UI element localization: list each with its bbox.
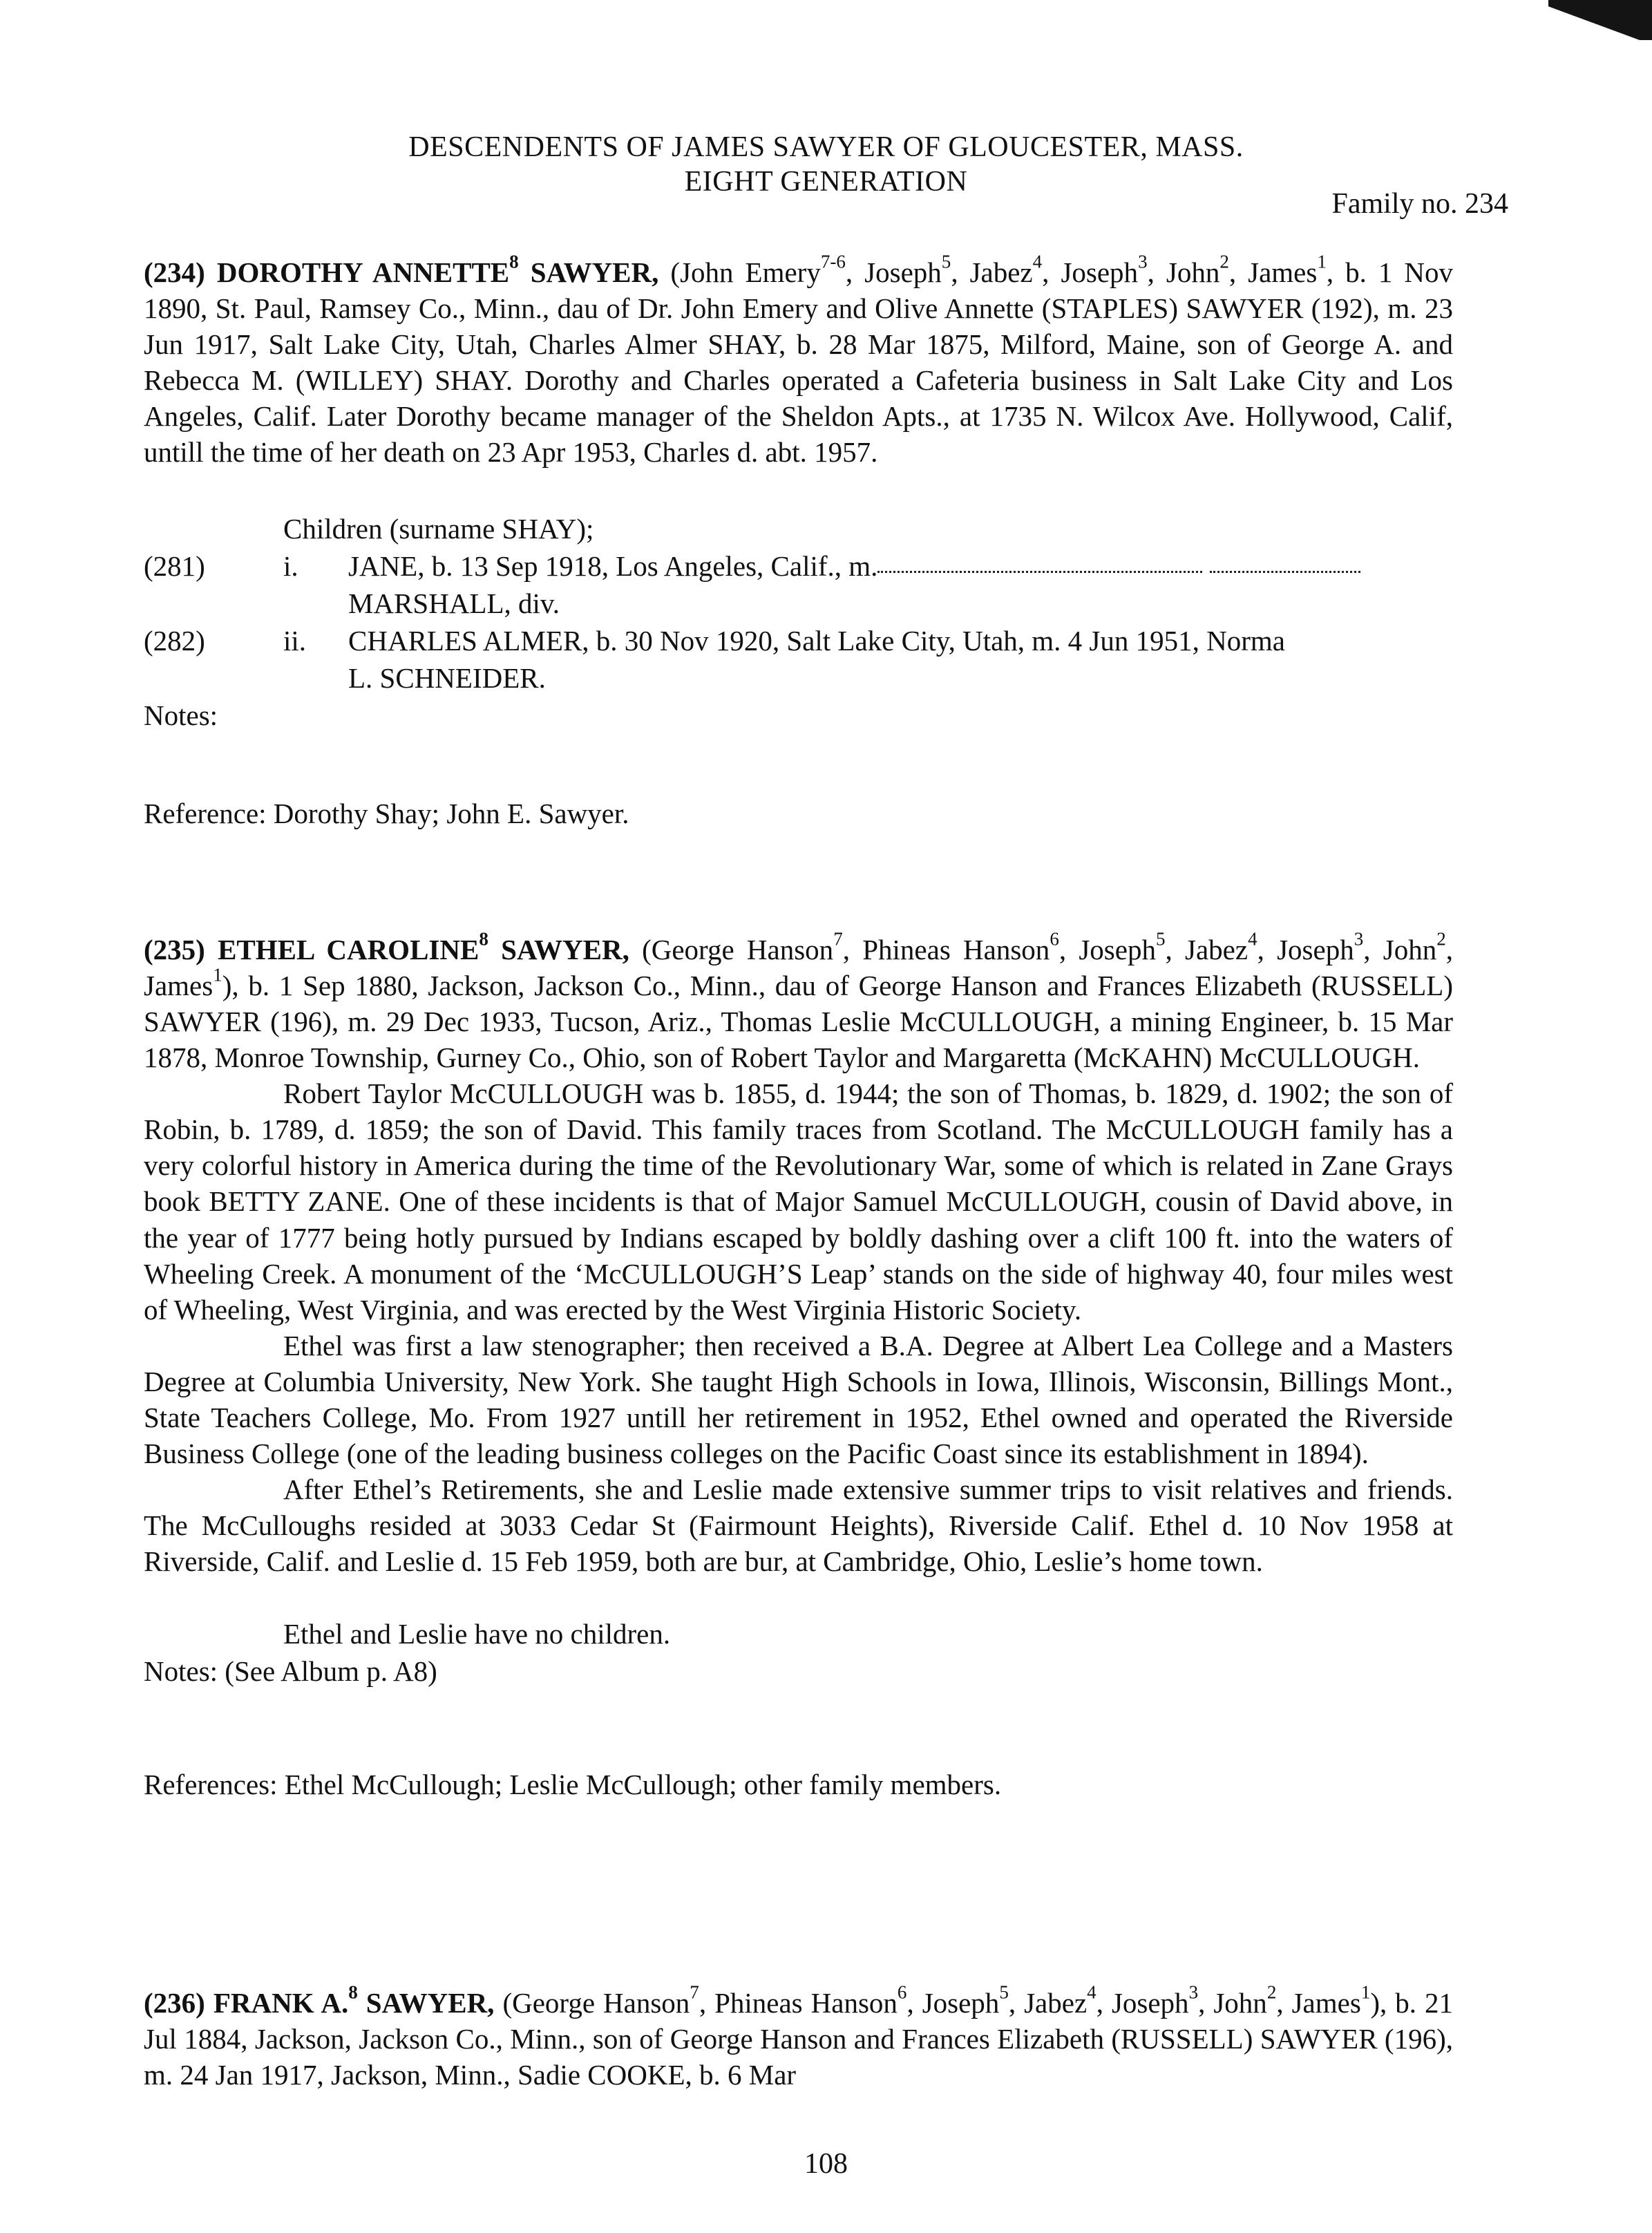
child-index: ii. [283,625,307,657]
lineage-gen: 1 [1317,251,1327,272]
entry-235-name: ETHEL CAROLINE [218,934,480,965]
lineage-gen: 1 [1360,1981,1371,2003]
lineage-text: , Jabez [1008,1987,1088,2019]
entry-236-name: FRANK A. [213,1987,349,2019]
entry-235-number: (235) [144,934,205,965]
lineage-gen: 2 [1436,928,1446,950]
lineage-gen: 3 [1138,251,1148,272]
lineage-gen: 7 [833,928,843,950]
entry-236-text [144,1981,1454,2093]
entry-235 [144,928,1453,1803]
lineage-gen: 4 [1248,928,1257,950]
blank-line [1210,565,1360,573]
notes-line: Notes: (See Album p. A8) [144,1655,437,1688]
lineage-text: , Joseph [845,256,942,288]
entry-234-surname: SAWYER, [530,256,659,288]
lineage-text: (George Hanson [494,1987,690,2019]
lineage-gen: 5 [941,251,951,272]
entry-234-name: DOROTHY ANNETTE [216,256,510,288]
entry-234-text [144,251,1454,470]
lineage-text: , Phineas Hanson [842,934,1050,965]
lineage-gen: 3 [1354,928,1364,950]
paragraph-ethel-career: Ethel was first a law stenographer; then received a B.A. Degree at Albert Lea College and a Masters Degree at Columbia University, New York. She taught High Schools in Iowa, Illinois, Wisconsin, Billings Mont., State Teachers College, Mo. From 1927 untill her retirement in 1952, Ethel owned and operated the Riverside Business College (one of the leading business colleges on the Pacific Coast since its establishment in 1894). [144,1329,1453,1469]
paragraph-retirement: After Ethel’s Retirements, she and Leslie made extensive summer trips to visit relatives and friends. The McCulloughs resided at 3033 Cedar St (Fairmount Heights), Riverside Calif. Ethel d. 10 Nov 1958 at Riverside, Calif. and Leslie d. 15 Feb 1959, both are bur, at Cambridge, Ohio, Leslie’s home town. [144,1473,1453,1578]
references-line: References: Ethel McCullough; Leslie McCullough; other family members. [144,1769,1002,1801]
entry-236-generation: 8 [348,1981,358,2003]
lineage-gen: 2 [1266,1981,1277,2003]
lineage-gen: 3 [1188,1981,1199,2003]
lineage-text: , Joseph [1042,256,1139,288]
lineage-gen: 7-6 [820,251,846,272]
children-header: Children (surname SHAY); [283,513,594,545]
lineage-gen: 6 [1050,928,1059,950]
entry-234-number: (234) [144,256,205,288]
lineage-text: (George Hanson [629,934,834,965]
lineage-gen: 4 [1087,1981,1096,2003]
entry-234 [144,251,1454,833]
child-index: i. [283,550,298,583]
entry-236-body: ), b. 21 Jul 1884, Jackson, Jackson Co., Minn., son of George Hanson and Frances Elizabeth (RUSSELL) SAWYER (196), m. 24 Jan 1917, Jackson, Minn., Sadie COOKE, b. 6 Mar [144,1987,1454,2091]
lineage-text: , John [1363,934,1437,965]
entry-236-number: (236) [144,1987,205,2019]
page-number: 108 [804,2148,848,2180]
lineage-text: , Joseph [906,1987,1000,2019]
entry-235-surname: SAWYER, [501,934,629,965]
notes-label: Notes: [144,699,218,732]
entry-235-body: ), b. 1 Sep 1880, Jackson, Jackson Co., Minn., dau of George Hanson and Frances Elizabeth (RUSSELL) SAWYER (196), m. 29 Dec 1933, Tucson, Ariz., Thomas Leslie McCULLOUGH, a mining Engineer, b. 15 Mar 1878, Monroe Township, Gurney Co., Ohio, son of Robert Taylor and Margaretta (McKAHN) McCULLOUGH. [144,970,1453,1074]
lineage-text: , James [144,934,1453,1002]
document-title: DESCENDENTS OF JAMES SAWYER OF GLOUCESTER, MASS. [408,131,1244,163]
lineage-text: , Jabez [951,256,1033,288]
lineage-text: , Joseph [1257,934,1354,965]
lineage-text: (John Emery [658,256,821,288]
child-281 [144,547,1453,585]
child-number: (281) [144,550,205,583]
lineage-text: , James [1228,256,1318,288]
reference-line: Reference: Dorothy Shay; John E. Sawyer. [144,798,629,830]
child-282 [144,622,1453,659]
lineage-gen: 5 [999,1981,1009,2003]
lineage-text: , Phineas Hanson [699,1987,898,2019]
lineage-gen: 7 [690,1981,699,2003]
child-text: CHARLES ALMER, b. 30 Nov 1920, Salt Lake City, Utah, m. 4 Jun 1951, Norma [348,625,1285,657]
entry-234-body: , b. 1 Nov 1890, St. Paul, Ramsey Co., Minn., dau of Dr. John Emery and Olive Annette (STAPLES) SAWYER (192), m. 23 Jun 1917, Salt Lake City, Utah, Charles Almer SHAY, b. 28 Mar 1875, Milford, Maine, son of George A. and Rebecca M. (WILLEY) SHAY. Dorothy and Charles operated a Cafeteria business in Salt Lake City and Los Angeles, Calif. Later Dorothy became manager of the Sheldon Apts., at 1735 N. Wilcox Ave. Hollywood, Calif, untill the time of her death on 23 Apr 1953, Charles d. abt. 1957. [144,256,1454,469]
entry-236-surname: SAWYER, [365,1987,495,2019]
family-number: Family no. 234 [1331,188,1508,220]
paragraph-mccullough-history: Robert Taylor McCULLOUGH was b. 1855, d. 1944; the son of Thomas, b. 1829, d. 1902; the son of Robin, b. 1789, d. 1859; the son of David. This family traces from Scotland. The McCULLOUGH family has a very colorful history in America during the time of the Revolutionary War, some of which is related in Zane Grays book BETTY ZANE. One of these incidents is that of Major Samuel McCULLOUGH, cousin of David above, in the year of 1777 being hotly pursued by Indians escaped by boldly dashing over a clift 100 ft. into the waters of Wheeling Creek. A monument of the ‘McCULLOUGH’S Leap’ stands on the side of highway 40, four miles west of Wheeling, West Virginia, and was erected by the West Virginia Historic Society. [144,1077,1453,1326]
entry-235-generation: 8 [479,928,488,950]
lineage-gen: 6 [897,1981,907,2003]
lineage-gen: 5 [1155,928,1166,950]
generation-heading: EIGHT GENERATION [684,166,968,198]
lineage-gen: 1 [213,964,222,986]
lineage-text: , James [1276,1987,1361,2019]
entry-236 [144,1981,1454,2093]
scan-corner-mark [1548,0,1652,40]
entry-235-text [144,928,1453,1075]
child-text-cont: MARSHALL, div. [348,587,560,620]
blank-line [877,565,1202,573]
lineage-text: , Joseph [1058,934,1156,965]
lineage-text: , Joseph [1096,1987,1189,2019]
lineage-text: , John [1198,1987,1267,2019]
lineage-gen: 4 [1032,251,1043,272]
child-number: (282) [144,625,205,657]
lineage-gen: 2 [1219,251,1229,272]
lineage-text: , John [1147,256,1220,288]
child-text: JANE, b. 13 Sep 1918, Los Angeles, Calif., m. [348,550,878,583]
entry-234-generation: 8 [509,251,519,272]
no-children-line: Ethel and Leslie have no children. [283,1618,671,1650]
child-text-cont: L. SCHNEIDER. [348,662,546,695]
lineage-text: , Jabez [1165,934,1249,965]
